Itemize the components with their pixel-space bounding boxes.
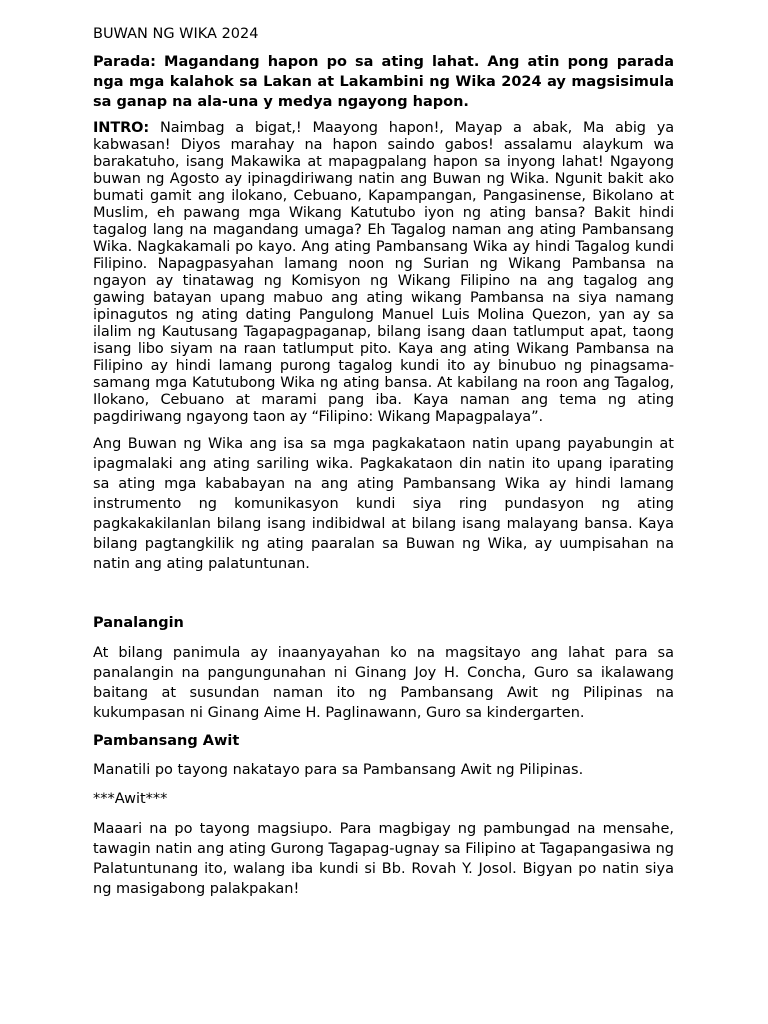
closing-paragraph: Maaari na po tayong magsiupo. Para magbigay ng pambungad na mensahe, tawagin natin ang ating Gurong Tagapag-ugnay sa Filipino at Tagapangasiwa ng Palatuntunang ito, walang iba kundi si Bb. Rovah Y. Josol. Bigyan po natin siya ng masigabong palakpakan! bbox=[93, 821, 674, 897]
pambansang-awit-heading: Pambansang Awit bbox=[93, 733, 240, 749]
document-header: BUWAN NG WIKA 2024 bbox=[93, 26, 259, 42]
buwan-ng-wika-paragraph: Ang Buwan ng Wika ang isa sa mga pagkakataon natin upang payabungin at ipagmalaki ang ating sariling wika. Pagkakataon din natin ito upang iparating sa ating mga kababayan na ang ating Pambansang Wika ay hindi lamang instrumento ng komunikasyon kundi siya ring pundasyon ng ating pagkakakilanlan bilang isang indibidwal at bilang isang malayang bansa. Kaya bilang pagtangkilik ng ating paaralan sa Buwan ng Wika, ay uumpisahan na natin ang ating palatuntunan. bbox=[93, 436, 674, 572]
awit-marker: ***Awit*** bbox=[93, 791, 168, 807]
intro-text: Naimbag a bigat,! Maayong hapon!, Mayap a abak, Ma abig ya kabwasan! Diyos marahay na hapon saindo gabos! assalamu alaykum wa barakatuho, isang Makawika at mapagpalang hapon sa inyong lahat! Ngayong buwan ng Agosto ay ipinagdiriwang natin ang Buwan ng Wika. Ngunit bakit ako bumati gamit ang ilokano, Cebuano, Kapampangan, Pangasinense, Bikolano at Muslim, eh pawang mga Wikang Katutubo iyon ng ating bansa? Bakit hindi tagalog lang na magandang umaga? Eh Tagalog naman ang ating Pambansang Wika. Nagkakamali po kayo. Ang ating Pambansang Wika ay hindi Tagalog kundi Filipino. Napagpasyahan lamang noon ng Surian ng Wikang Pambansa na ngayon ay tinatawag ng Komisyon ng Wikang Filipino na ang tagalog ang gawing batayan upang mabuo ang ating wikang Pambansa na siya namang ipinagutos ng ating dating Pangulong Manuel Luis Molina Quezon, yan ay sa ilalim ng Kautusang Tagapagpaganap, bilang isang daan tatlumput apat, taong isang libo siyam na raan tatlumput pito. Kaya ang ating Wikang Pambansa na Filipino ay hindi lamang purong tagalog kundi ito ay binubuo ng pinagsama-samang mga Katutubong Wika ng ating bansa. At kabilang na roon ang Tagalog, Ilokano, Cebuano at marami pang iba. Kaya naman ang tema ng ating pagdiriwang ngayong taon ay “Filipino: Wikang Mapagpalaya”. bbox=[93, 120, 675, 425]
pambansang-awit-paragraph: Manatili po tayong nakatayo para sa Pambansang Awit ng Pilipinas. bbox=[93, 762, 584, 778]
panalangin-paragraph: At bilang panimula ay inaanyayahan ko na magsitayo ang lahat para sa panalangin na pangungunahan ni Ginang Joy H. Concha, Guro sa ikalawang baitang at susundan naman ito ng Pambansang Awit ng Pilipinas na kukumpasan ni Ginang Aime H. Paglinawann, Guro sa kindergarten. bbox=[93, 645, 674, 721]
intro-paragraph bbox=[93, 120, 674, 426]
parada-paragraph: Parada: Magandang hapon po sa ating lahat. Ang atin pong parada nga mga kalahok sa Lakan at Lakambini ng Wika 2024 ay magsisimula sa ganap na ala-una y medya ngayong hapon. bbox=[93, 54, 674, 110]
intro-label: INTRO: bbox=[93, 120, 150, 136]
document-page bbox=[93, 25, 674, 899]
panalangin-heading: Panalangin bbox=[93, 615, 184, 631]
